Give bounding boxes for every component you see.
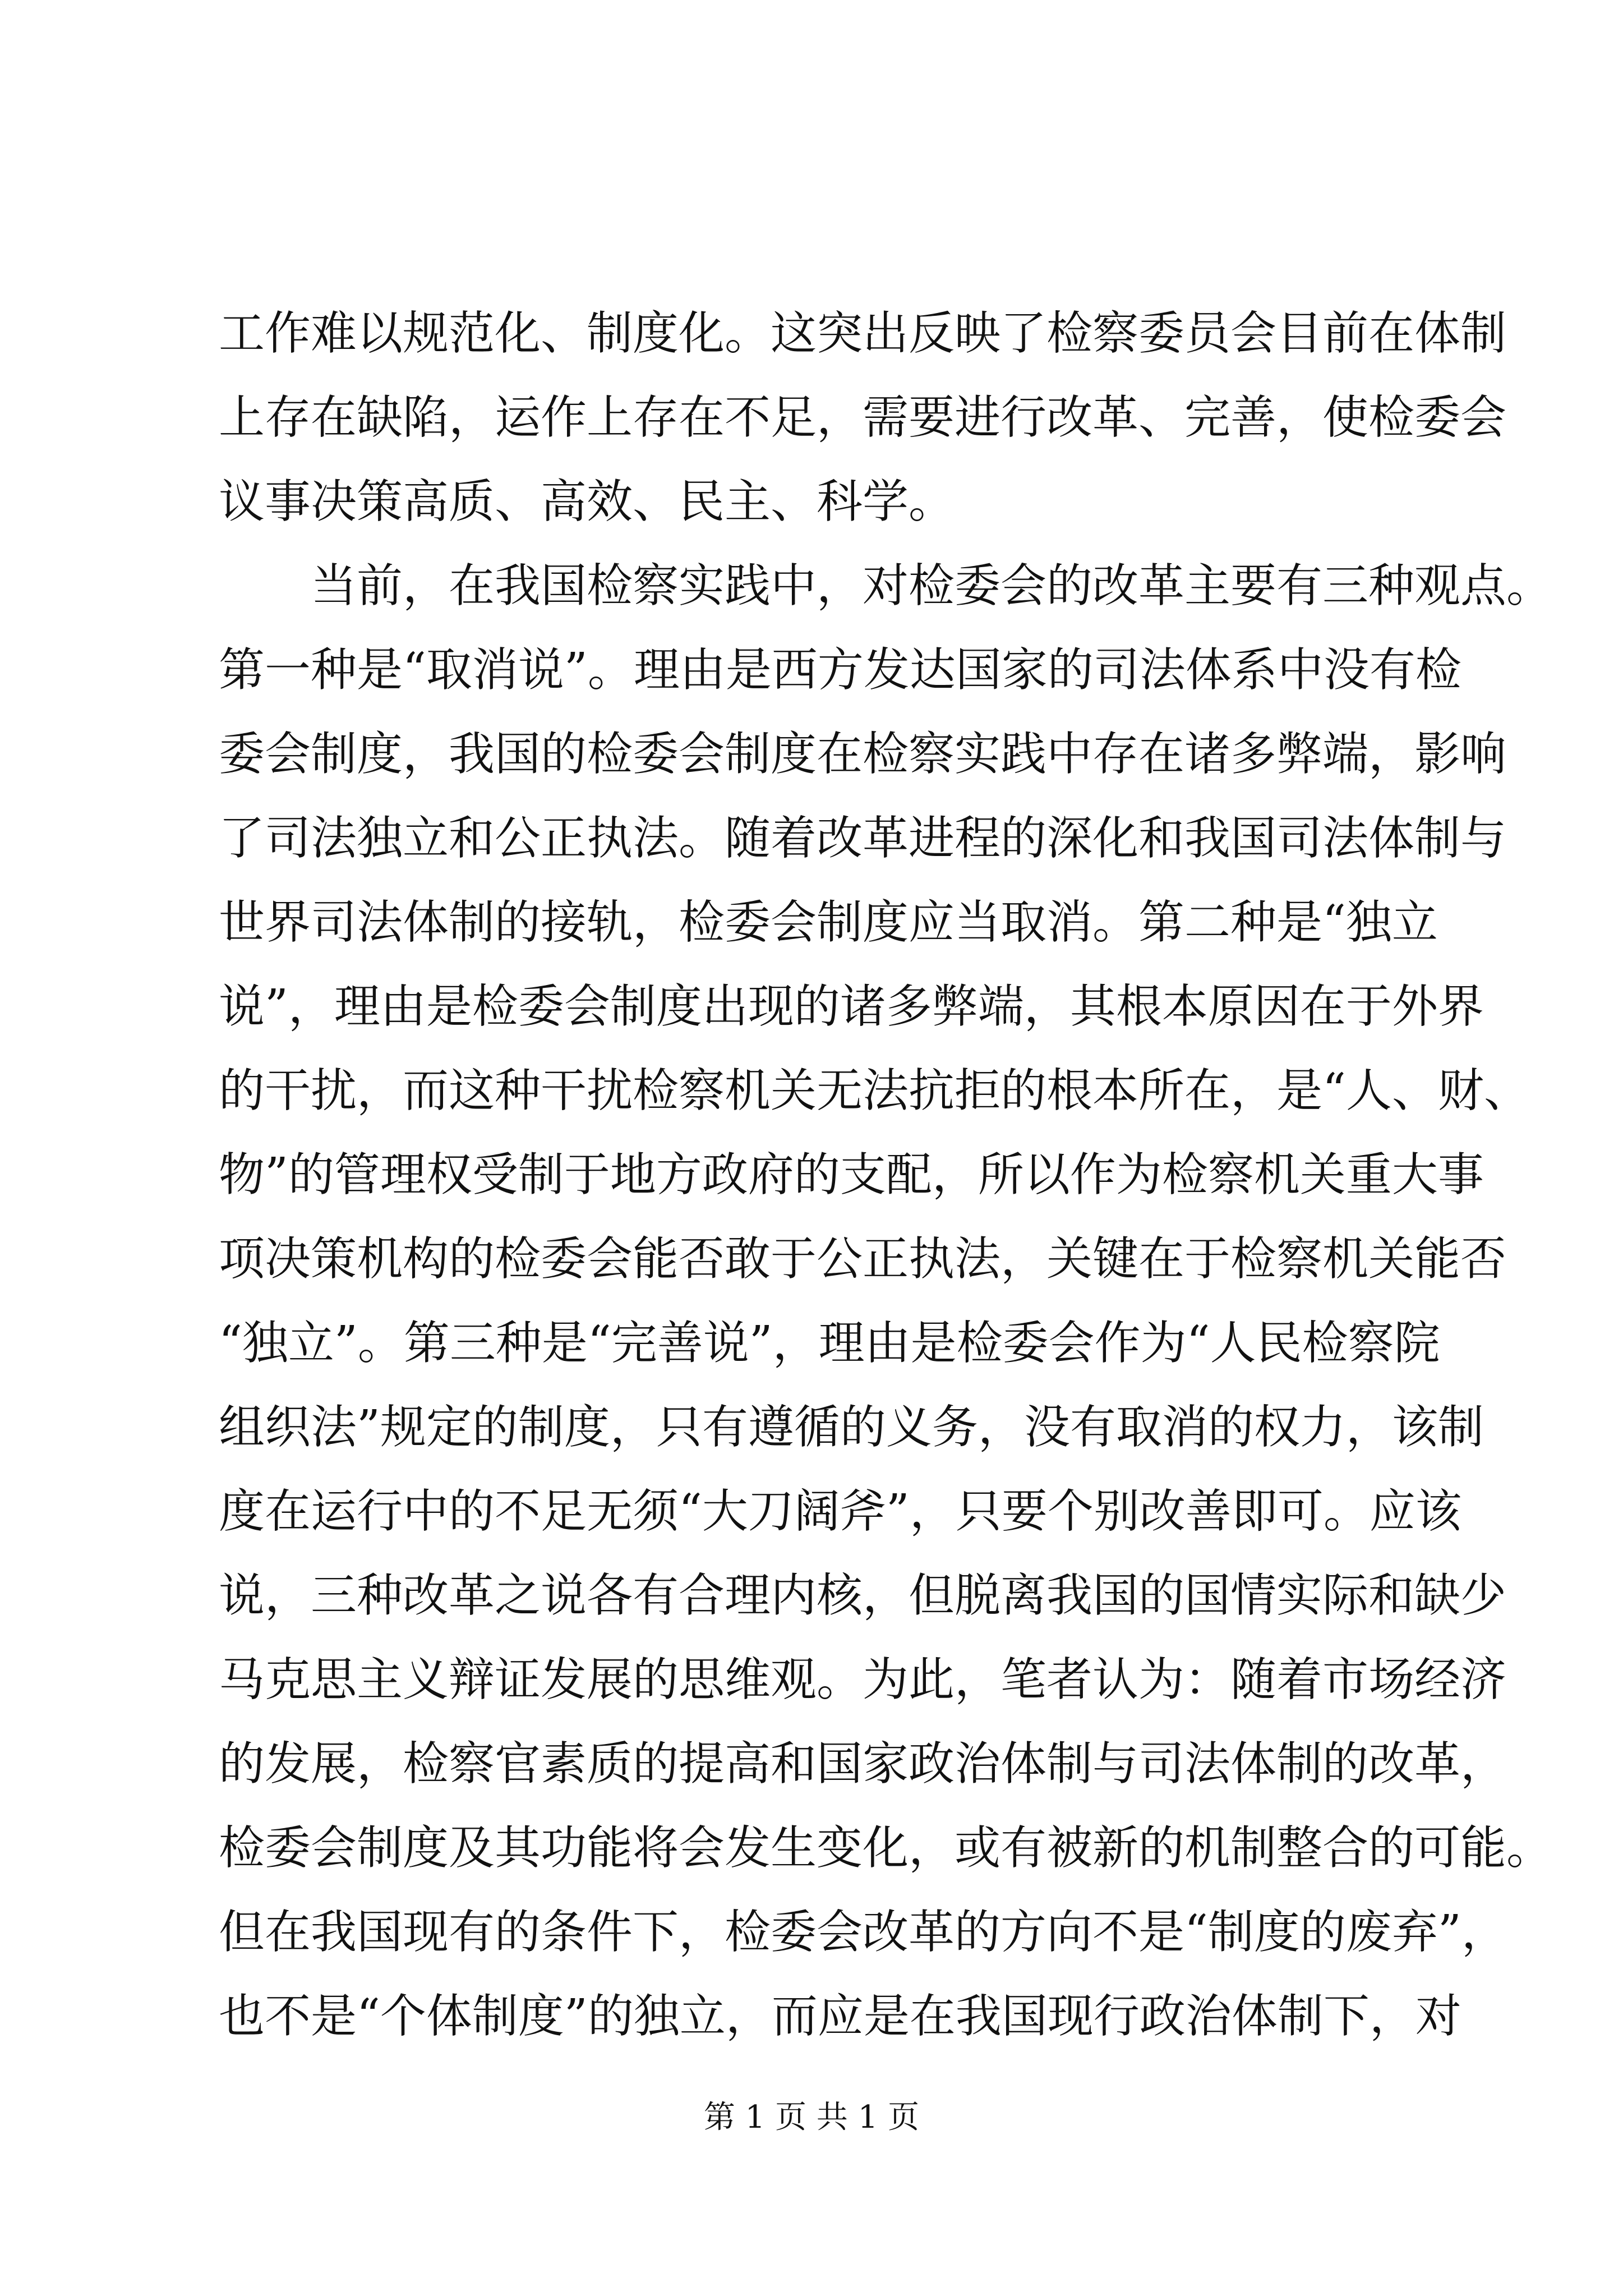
text-line: 的干扰，而这种干扰检察机关无法抗拒的根本所在，是“人、财、	[219, 1064, 1530, 1117]
text-line: 项决策机构的检委会能否敢于公正执法，关键在于检察机关能否	[219, 1232, 1507, 1286]
text-line: 了司法独立和公正执法。随着改革进程的深化和我国司法体制与	[219, 812, 1507, 865]
text-line: 上存在缺陷，运作上存在不足，需要进行改革、完善，使检委会	[219, 391, 1507, 444]
text-line: 物”的管理权受制于地方政府的支配，所以作为检察机关重大事	[219, 1148, 1484, 1202]
text-line: 工作难以规范化、制度化。这突出反映了检察委员会目前在体制	[219, 307, 1507, 360]
text-line: 也不是“个体制度”的独立，而应是在我国现行政治体制下，对	[219, 1990, 1461, 2043]
page-number-footer: 第 1 页 共 1 页	[703, 2099, 920, 2136]
text-line: “独立”。第三种是“完善说”，理由是检委会作为“人民检察院	[219, 1317, 1440, 1370]
text-line: 组织法”规定的制度，只有遵循的义务，没有取消的权力，该制	[219, 1401, 1484, 1454]
text-line: 委会制度，我国的检委会制度在检察实践中存在诸多弊端，影响	[219, 728, 1507, 781]
document-body	[219, 292, 1553, 2059]
text-line: 议事决策高质、高效、民主、科学。	[219, 475, 955, 528]
text-line: 但在我国现有的条件下，检委会改革的方向不是“制度的废弃”，	[219, 1906, 1507, 1959]
paragraph-first-line: 当前，在我国检察实践中，对检委会的改革主要有三种观点。	[311, 559, 1553, 613]
text-line: 第一种是“取消说”。理由是西方发达国家的司法体系中没有检	[219, 643, 1461, 697]
text-line: 检委会制度及其功能将会发生变化，或有被新的机制整合的可能。	[219, 1821, 1553, 1875]
text-line: 说”，理由是检委会制度出现的诸多弊端，其根本原因在于外界	[219, 980, 1484, 1033]
text-line: 的发展，检察官素质的提高和国家政治体制与司法体制的改革，	[219, 1737, 1507, 1791]
text-line: 度在运行中的不足无须“大刀阔斧”，只要个别改善即可。应该	[219, 1485, 1461, 1538]
text-line: 说，三种改革之说各有合理内核，但脱离我国的国情实际和缺少	[219, 1569, 1507, 1622]
text-line: 马克思主义辩证发展的思维观。为此，笔者认为：随着市场经济	[219, 1653, 1507, 1706]
text-line: 世界司法体制的接轨，检委会制度应当取消。第二种是“独立	[219, 896, 1438, 949]
